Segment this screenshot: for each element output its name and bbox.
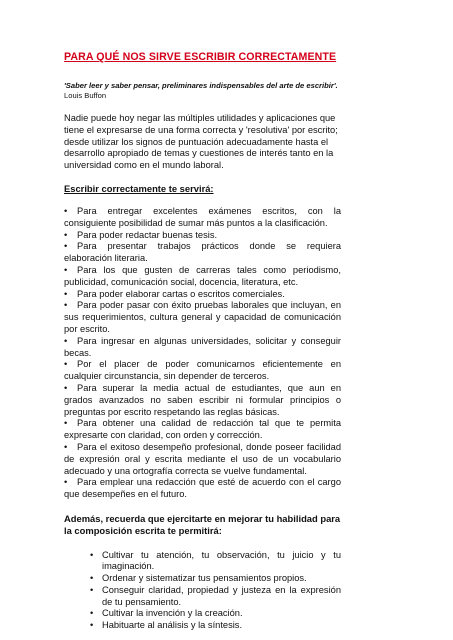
bullet-icon: • — [90, 549, 94, 560]
bullet-icon: • — [64, 264, 68, 275]
list-item-text: Para superar la media actual de estudiantes, que aun en grados avanzados no saben escribir ni formular principios o preguntas por escrito respetando las reglas básicas. — [64, 382, 341, 417]
epigraph-author: Louis Buffon — [64, 91, 107, 100]
list-item — [64, 383, 341, 418]
list-item — [90, 585, 341, 609]
page-title: PARA QUÉ NOS SIRVE ESCRIBIR CORRECTAMENTE — [64, 51, 337, 63]
list-item-text: Ordenar y sistematizar tus pensamientos propios. — [102, 573, 307, 584]
bullet-icon: • — [64, 241, 68, 252]
list-item-text: Para emplear una redacción que esté de acuerdo con el cargo que desempeñes en el futuro. — [64, 477, 341, 500]
list-item-text: Habituarte al análisis y la síntesis. — [102, 620, 243, 631]
epigraph-quote: 'Saber leer y saber pensar, preliminares indispensables del arte de escribir'. — [64, 81, 338, 90]
list-item — [64, 241, 341, 265]
list-item-text: Para poder elaborar cartas o escritos comerciales. — [77, 288, 285, 299]
bullet-icon: • — [64, 335, 68, 346]
list-item — [64, 300, 341, 335]
bullet-icon: • — [90, 584, 94, 595]
list-item-text: Para presentar trabajos prácticos donde se requiera elaboración literaria. — [64, 241, 341, 264]
bullet-icon: • — [64, 229, 68, 240]
list-item-text: Para el exitoso desempeño profesional, donde poseer facilidad de expresión oral y escrita mediante el uso de un vocabulario adecuado y una ortografía correcta se vuelve fundamental. — [64, 441, 341, 476]
list-item-text: Por el placer de poder comunicarnos eficientemente en cualquier circunstancia, sin depender de terceros. — [64, 359, 341, 382]
bullet-icon: • — [64, 359, 68, 370]
list-item-text: Para entregar excelentes exámenes escritos, con la consiguiente posibilidad de sumar más puntos a la clasificación. — [64, 205, 341, 228]
list-item-text: Para poder redactar buenas tesis. — [77, 229, 218, 240]
list-item — [64, 442, 341, 477]
intro-paragraph: Nadie puede hoy negar las múltiples utilidades y aplicaciones que tiene el expresarse de una forma correcta y 'resolutiva' por escrito; desde utilizar los signos de puntuación adecuadamente hasta el desarrollo apropiado de temas y cuestiones de interés tanto en la universidad como en el mundo laboral. — [64, 113, 338, 171]
bullet-icon: • — [90, 620, 94, 631]
list-item — [64, 418, 341, 442]
bullet-icon: • — [64, 300, 68, 311]
list-item-text: Para obtener una calidad de redacción tal que te permita expresarte con claridad, con orden y corrección. — [64, 418, 341, 441]
bullet-icon: • — [90, 608, 94, 619]
bullet-icon: • — [64, 382, 68, 393]
bullet-icon: • — [90, 573, 94, 584]
list-item — [64, 336, 341, 360]
list-item — [64, 289, 341, 301]
section1-list — [64, 206, 341, 501]
list-item-text: Cultivar tu atención, tu observación, tu juicio y tu imaginación. — [102, 549, 341, 572]
section1-heading: Escribir correctamente te servirá: — [64, 182, 214, 194]
list-item — [64, 359, 341, 383]
list-item — [64, 206, 341, 230]
list-item — [90, 550, 341, 574]
list-item — [90, 620, 341, 632]
list-item-text: Para ingresar en algunas universidades, solicitar y conseguir becas. — [64, 335, 341, 358]
bullet-icon: • — [64, 418, 68, 429]
list-item-text: Conseguir claridad, propiedad y justeza en la expresión de tu pensamiento. — [102, 584, 341, 607]
section2-list — [64, 550, 341, 633]
list-item — [64, 477, 341, 501]
bullet-icon: • — [64, 477, 68, 488]
list-item — [64, 265, 341, 289]
list-item-text: Para los que gusten de carreras tales como periodismo, publicidad, comunicación social, docencia, literatura, etc. — [64, 264, 341, 287]
bullet-icon: • — [64, 441, 68, 452]
bullet-icon: • — [64, 288, 68, 299]
bullet-icon: • — [64, 205, 68, 216]
list-item — [90, 608, 341, 620]
list-item — [90, 573, 341, 585]
list-item-text: Para poder pasar con éxito pruebas laborales que incluyan, en sus requerimientos, cultura general y capacidad de comunicación por escrito. — [64, 300, 341, 334]
list-item-text: Cultivar la invención y la creación. — [102, 608, 243, 619]
list-item — [64, 230, 341, 242]
section2-heading: Además, recuerda que ejercitarte en mejorar tu habilidad para la composición escrita te permitirá: — [64, 512, 341, 536]
